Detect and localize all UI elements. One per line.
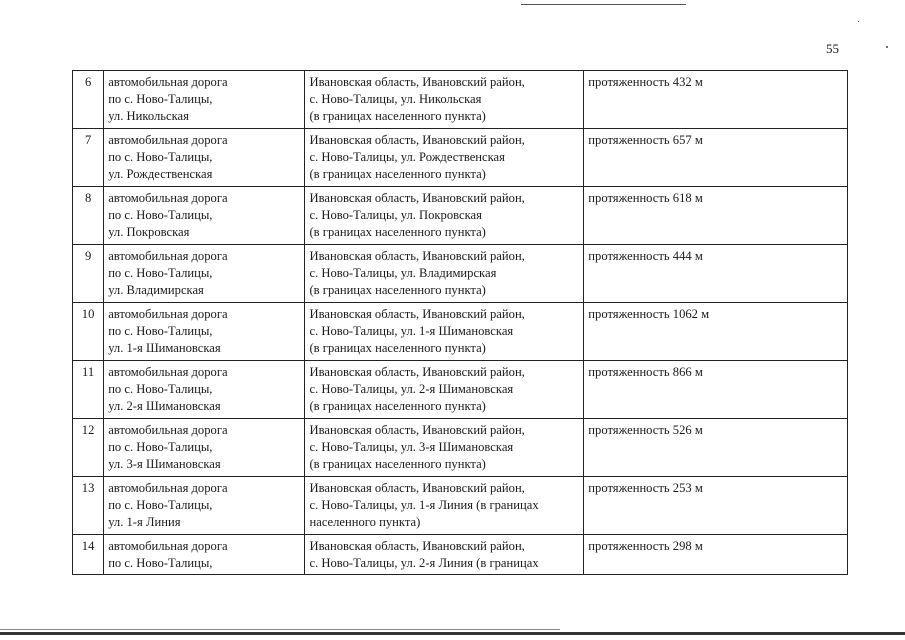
location-line: с. Ново-Талицы, ул. Никольская xyxy=(309,92,482,106)
scan-speck xyxy=(886,46,888,48)
road-location-cell xyxy=(305,129,584,187)
road-name-cell xyxy=(104,129,305,187)
road-name-line: ул. 3-я Шимановская xyxy=(108,457,221,471)
row-number: 14 xyxy=(73,535,104,575)
road-name-cell xyxy=(104,245,305,303)
road-location-cell xyxy=(305,419,584,477)
location-line: с. Ново-Талицы, ул. 2-я Шимановская xyxy=(309,382,514,396)
table-row xyxy=(73,419,848,477)
location-line: с. Ново-Талицы, ул. Рождественская xyxy=(309,150,505,164)
road-length-cell: протяженность 1062 м xyxy=(584,303,848,361)
location-line: (в границах населенного пункта) xyxy=(309,225,486,239)
location-line: Ивановская область, Ивановский район, xyxy=(309,307,525,321)
road-name-line: автомобильная дорога xyxy=(108,423,228,437)
road-location-cell xyxy=(305,245,584,303)
road-name-line: автомобильная дорога xyxy=(108,191,228,205)
road-name-line: по с. Ново-Талицы, xyxy=(108,208,213,222)
road-name-line: по с. Ново-Талицы, xyxy=(108,266,213,280)
road-length-cell: протяженность 526 м xyxy=(584,419,848,477)
location-line: (в границах населенного пункта) xyxy=(309,283,486,297)
road-name-line: по с. Ново-Талицы, xyxy=(108,440,213,454)
row-number: 6 xyxy=(73,71,104,129)
road-name-line: автомобильная дорога xyxy=(108,249,228,263)
location-line: Ивановская область, Ивановский район, xyxy=(309,133,525,147)
road-name-line: ул. Покровская xyxy=(108,225,190,239)
road-name-line: по с. Ново-Талицы, xyxy=(108,324,213,338)
location-line: с. Ново-Талицы, ул. 1-я Линия (в границах xyxy=(309,498,539,512)
location-line: Ивановская область, Ивановский район, xyxy=(309,423,525,437)
location-line: (в границах населенного пункта) xyxy=(309,167,486,181)
road-location-cell xyxy=(305,361,584,419)
location-line: с. Ново-Талицы, ул. 3-я Шимановская xyxy=(309,440,514,454)
location-line: населенного пункта) xyxy=(309,515,421,529)
road-name-line: ул. Никольская xyxy=(108,109,189,123)
road-name-cell xyxy=(104,361,305,419)
road-location-cell xyxy=(305,535,584,575)
table-row xyxy=(73,361,848,419)
row-number: 11 xyxy=(73,361,104,419)
road-name-cell xyxy=(104,535,305,575)
road-name-cell xyxy=(104,419,305,477)
table-row xyxy=(73,129,848,187)
location-line: с. Ново-Талицы, ул. 1-я Шимановская xyxy=(309,324,514,338)
road-name-cell xyxy=(104,477,305,535)
road-location-cell xyxy=(305,303,584,361)
road-length-cell: протяженность 432 м xyxy=(584,71,848,129)
road-location-cell xyxy=(305,187,584,245)
road-length-cell: протяженность 298 м xyxy=(584,535,848,575)
road-register-table xyxy=(72,70,848,575)
location-line: (в границах населенного пункта) xyxy=(309,341,486,355)
row-number: 9 xyxy=(73,245,104,303)
road-length-cell: протяженность 866 м xyxy=(584,361,848,419)
road-name-line: ул. 1-я Шимановская xyxy=(108,341,221,355)
location-line: (в границах населенного пункта) xyxy=(309,109,486,123)
location-line: Ивановская область, Ивановский район, xyxy=(309,75,525,89)
location-line: Ивановская область, Ивановский район, xyxy=(309,249,525,263)
road-name-line: по с. Ново-Талицы, xyxy=(108,92,213,106)
table-row xyxy=(73,535,848,575)
road-name-line: автомобильная дорога xyxy=(108,481,228,495)
road-name-line: автомобильная дорога xyxy=(108,307,228,321)
row-number: 7 xyxy=(73,129,104,187)
location-line: (в границах населенного пункта) xyxy=(309,457,486,471)
scan-edge-line xyxy=(0,629,560,630)
row-number: 13 xyxy=(73,477,104,535)
road-name-line: по с. Ново-Талицы, xyxy=(108,498,213,512)
road-name-line: автомобильная дорога xyxy=(108,539,228,553)
road-length-cell: протяженность 444 м xyxy=(584,245,848,303)
location-line: Ивановская область, Ивановский район, xyxy=(309,539,525,553)
road-name-line: по с. Ново-Талицы, xyxy=(108,150,213,164)
row-number: 12 xyxy=(73,419,104,477)
table-row xyxy=(73,245,848,303)
road-length-cell: протяженность 618 м xyxy=(584,187,848,245)
road-length-cell: протяженность 657 м xyxy=(584,129,848,187)
road-name-line: ул. Владимирская xyxy=(108,283,204,297)
location-line: с. Ново-Талицы, ул. 2-я Линия (в границах xyxy=(309,556,539,570)
page-number: 55 xyxy=(826,41,839,56)
road-length-cell: протяженность 253 м xyxy=(584,477,848,535)
location-line: Ивановская область, Ивановский район, xyxy=(309,365,525,379)
location-line: Ивановская область, Ивановский район, xyxy=(309,191,525,205)
table-row xyxy=(73,187,848,245)
road-name-line: по с. Ново-Талицы, xyxy=(108,382,213,396)
road-name-cell xyxy=(104,303,305,361)
table-row xyxy=(73,303,848,361)
road-name-line: автомобильная дорога xyxy=(108,75,228,89)
location-line: с. Ново-Талицы, ул. Владимирская xyxy=(309,266,497,280)
road-location-cell xyxy=(305,71,584,129)
road-name-cell xyxy=(104,187,305,245)
location-line: Ивановская область, Ивановский район, xyxy=(309,481,525,495)
road-name-line: ул. 1-я Линия xyxy=(108,515,181,529)
location-line: (в границах населенного пункта) xyxy=(309,399,486,413)
road-name-cell xyxy=(104,71,305,129)
table-row xyxy=(73,477,848,535)
road-name-line: ул. 2-я Шимановская xyxy=(108,399,221,413)
road-name-line: автомобильная дорога xyxy=(108,365,228,379)
row-number: 8 xyxy=(73,187,104,245)
scan-speck xyxy=(858,21,859,22)
road-name-line: по с. Ново-Талицы, xyxy=(108,556,213,570)
location-line: с. Ново-Талицы, ул. Покровская xyxy=(309,208,482,222)
road-name-line: ул. Рождественская xyxy=(108,167,213,181)
road-location-cell xyxy=(305,477,584,535)
top-rule xyxy=(521,4,686,5)
row-number: 10 xyxy=(73,303,104,361)
scan-edge-bar xyxy=(0,632,905,635)
road-name-line: автомобильная дорога xyxy=(108,133,228,147)
table-row xyxy=(73,71,848,129)
